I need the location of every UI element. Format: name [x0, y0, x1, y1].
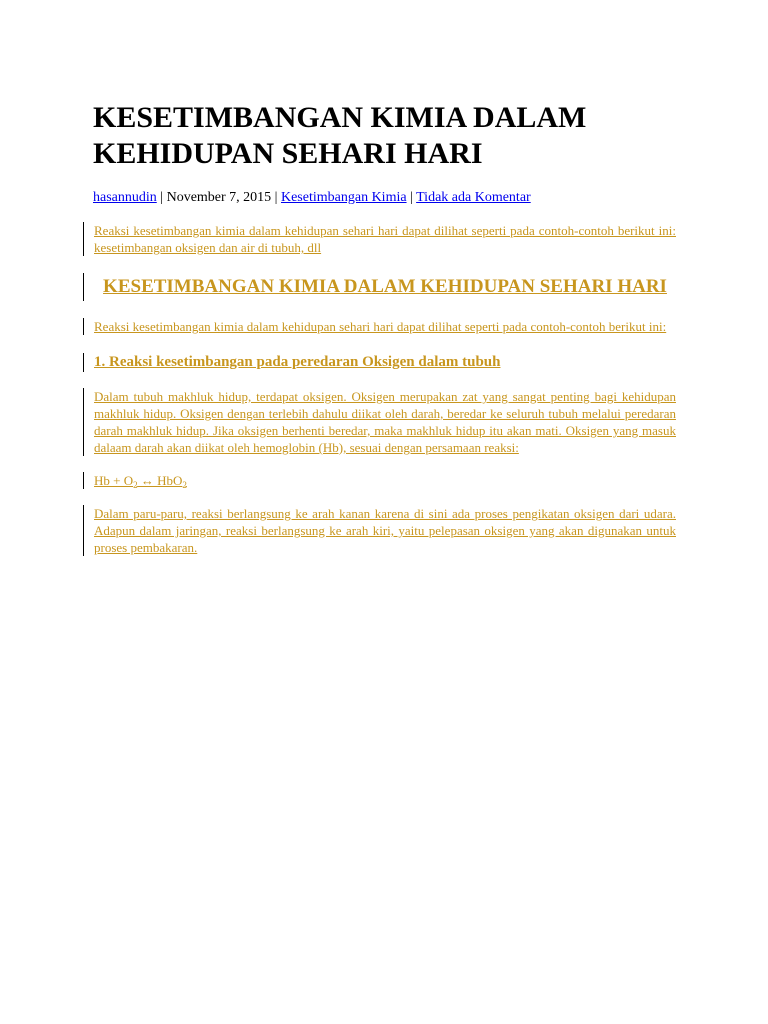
equation-part: ↔ HbO: [137, 473, 183, 488]
sub-heading-link[interactable]: 1. Reaksi kesetimbangan pada peredaran Oksigen dalam tubuh: [94, 354, 501, 370]
meta-separator: |: [156, 190, 167, 205]
article-title: KESETIMBANGAN KIMIA DALAM KEHIDUPAN SEHARI HARI: [93, 101, 587, 170]
section-heading[interactable]: [83, 273, 676, 301]
article-meta: [93, 189, 676, 207]
intro-paragraph[interactable]: [83, 222, 676, 256]
category-link[interactable]: Kesetimbangan Kimia: [280, 190, 407, 205]
article: [93, 100, 676, 556]
subscript: 2: [133, 480, 138, 490]
reaction-equation[interactable]: [83, 472, 676, 489]
comments-link[interactable]: Tidak ada Komentar: [416, 190, 531, 205]
section-heading-link[interactable]: KESETIMBANGAN KIMIA DALAM KEHIDUPAN SEHARI HARI: [103, 276, 667, 297]
section-intro-link[interactable]: Reaksi kesetimbangan kimia dalam kehidupan sehari hari dapat dilihat seperti pada contoh-contoh berikut ini:: [94, 319, 667, 334]
equation-link[interactable]: [94, 473, 187, 488]
meta-separator: |: [406, 190, 417, 205]
body-paragraph[interactable]: [83, 388, 676, 456]
equation-part: Hb + O: [94, 473, 134, 488]
meta-separator: |: [271, 190, 281, 205]
section-intro-paragraph[interactable]: [83, 318, 676, 335]
body-paragraph-link[interactable]: Dalam paru-paru, reaksi berlangsung ke arah kanan karena di sini ada proses pengikatan oksigen dari udara. Adapun dalam jaringan, reaksi berlangsung ke arah kiri, yaitu pelepasan oksigen yang akan digunakan untuk proses pembakaran.: [94, 506, 676, 555]
intro-paragraph-link[interactable]: Reaksi kesetimbangan kimia dalam kehidupan sehari hari dapat dilihat seperti pada contoh-contoh berikut ini: kesetimbangan oksigen dan air di tubuh, dll: [94, 223, 676, 255]
post-date: November 7, 2015: [166, 190, 272, 205]
subscript: 2: [182, 480, 187, 490]
body-paragraph[interactable]: [83, 505, 676, 556]
sub-heading[interactable]: [83, 353, 676, 372]
author-link[interactable]: hasannudin: [93, 190, 157, 205]
body-paragraph-link[interactable]: Dalam tubuh makhluk hidup, terdapat oksigen. Oksigen merupakan zat yang sangat penting bagi kehidupan makhluk hidup. Oksigen dengan terlebih dahulu diikat oleh darah, beredar ke seluruh tubuh melalui peredaran darah makhluk hidup. Jika oksigen berhenti beredar, maka makhluk hidup itu akan mati. Oksigen yang masuk dalaam darah akan diikat oleh hemoglobin (Hb), sesuai dengan persamaan reaksi:: [94, 389, 676, 455]
